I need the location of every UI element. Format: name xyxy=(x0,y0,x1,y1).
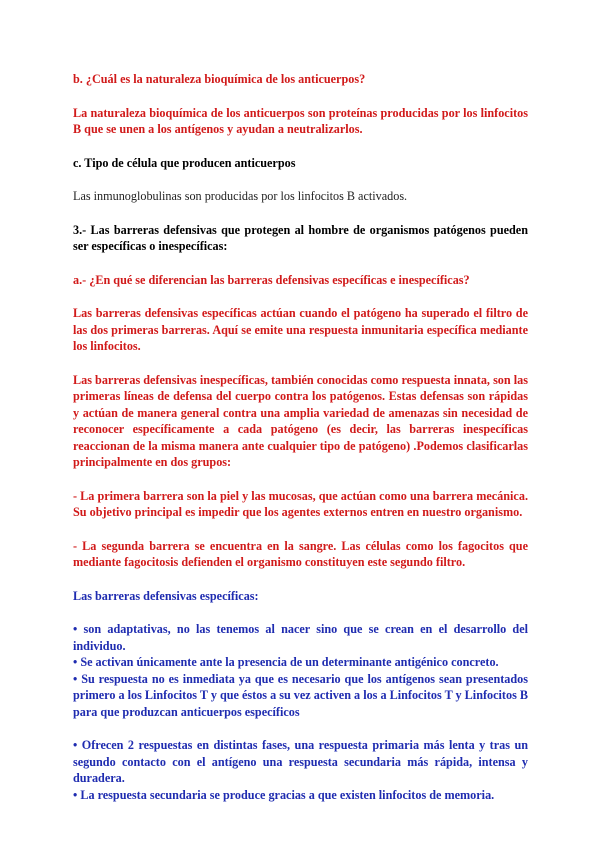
paragraph-segunda-barrera: - La segunda barrera se encuentra en la sangre. Las células como los fagocitos que mediante fagocitosis defienden el organismo constituyen este segundo filtro. xyxy=(73,538,528,569)
answer-b: La naturaleza bioquímica de los anticuerpos son proteínas producidas por los linfocitos B que se unen a los antígenos y ayudan a neutralizarlos. xyxy=(73,105,528,136)
bullet-item: • son adaptativas, no las tenemos al nacer sino que se crean en el desarrollo del individuo. xyxy=(73,622,528,653)
paragraph-inespecificas: Las barreras defensivas inespecíficas, también conocidas como respuesta innata, son las primeras líneas de defensa del cuerpo contra los patógenos. Estas defensas son rápidas y actúan de manera general contra una amplia variedad de amenazas sin necesidad de reconocer específicamente a cada patógeno (es decir, las barreras inespecíficas reaccionan de la misma manera ante cualquier tipo de patógeno) .Podemos clasificarlas principalmente en dos grupos: xyxy=(73,372,528,469)
question-b: b. ¿Cuál es la naturaleza bioquímica de los anticuerpos? xyxy=(73,72,366,86)
answer-c: Las inmunoglobulinas son producidas por los linfocitos B activados. xyxy=(73,189,408,203)
question-c: c. Tipo de célula que producen anticuerpos xyxy=(73,155,296,170)
paragraph-primera-barrera: - La primera barrera son la piel y las mucosas, que actúan como una barrera mecánica. Su objetivo principal es impedir que los agentes externos entren en nuestro organismo. xyxy=(73,488,528,519)
bullet-item: • La respuesta secundaria se produce gracias a que existen linfocitos de memoria. xyxy=(73,787,495,802)
bullet-item: • Ofrecen 2 respuestas en distintas fases, una respuesta primaria más lenta y tras un segundo contacto con el antígeno una respuesta secundaria más rápida, intensa y duradera. xyxy=(73,738,528,785)
heading-especificas: Las barreras defensivas específicas: xyxy=(73,588,259,603)
bullet-item: • Su respuesta no es inmediata ya que es necesario que los antígenos sean presentados primero a los Linfocitos T y que éstos a su vez activen a los a Linfocitos T y Linfocitos B para que produzcan anticuerpos específicos xyxy=(73,671,528,719)
paragraph-especificas: Las barreras defensivas específicas actúan cuando el patógeno ha superado el filtro de las dos primeras barreras. Aquí se emite una respuesta inmunitaria específica mediante los linfocitos. xyxy=(73,306,528,353)
question-3: 3.- Las barreras defensivas que protegen al hombre de organismos patógenos pueden ser específicas o inespecíficas: xyxy=(73,222,528,253)
bullet-item: • Se activan únicamente ante la presencia de un determinante antigénico concreto. xyxy=(73,655,499,669)
bullet-list-2 xyxy=(73,737,528,803)
question-3a: a.- ¿En qué se diferencian las barreras defensivas específicas e inespecíficas? xyxy=(73,272,470,287)
bullet-list-1 xyxy=(73,621,528,720)
